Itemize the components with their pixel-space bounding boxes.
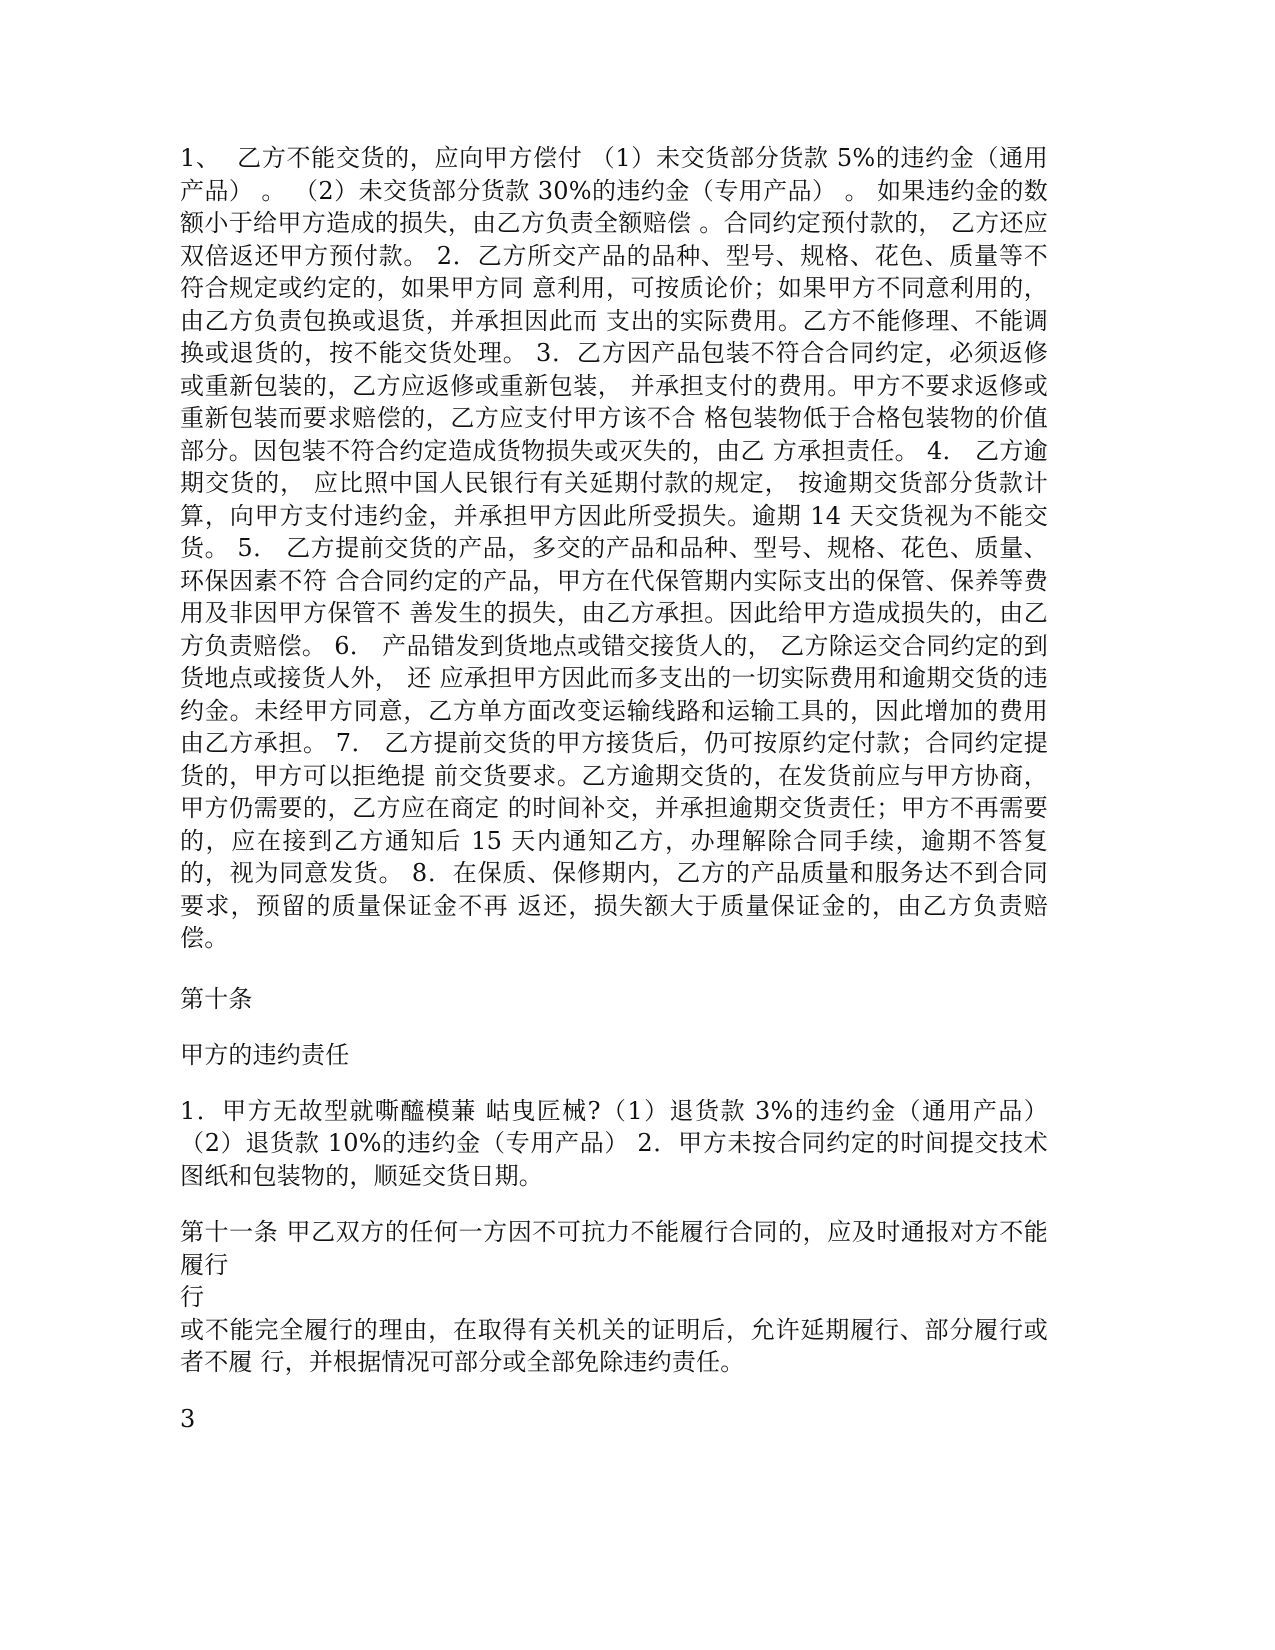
paragraph-spacer — [180, 1192, 1048, 1216]
article-10-text: 1．甲方无故型就嘶醯模蒹 岵曳匠械?（1）退货款 3%的违约金（通用产品） （2）退货款 10%的违约金（专用产品） 2．甲方未按合同约定的时间提交技术图纸和包装物的，顺延交货日期。 — [180, 1096, 1056, 1190]
paragraph-spacer — [180, 1015, 1048, 1039]
article-11-text: 或不能完全履行的理由，在取得有关机关的证明后，允许延期履行、部分履行或者不履 行，并根据情况可部分或全部免除违约责任。 — [180, 1315, 1048, 1376]
article-9-liability-text: 1、 乙方不能交货的，应向甲方偿付 （1）未交货部分货款 5%的违约金（通用产品） 。 （2）未交货部分货款 30%的违约金（专用产品） 。 如果违约金的数额小于给甲方造成的损失，由乙方负责全额赔偿 。合同约定预付款的， 乙方还应双倍返还甲方预付款。 2．乙方所交产品的品种、型号、规格、花色、质量等不符合规定或约定的，如果甲方同 意利用，可按质论价；如果甲方不同意利用的，由乙方负责包换或退货，并承担因此而 支出的实际费用。乙方不能修理、不能调换或退货的，按不能交货处理。 3．乙方因产品包装不符合合同约定，必须返修或重新包装的，乙方应返修或重新包装， 并承担支付的费用。甲方不要求返修或重新包装而要求赔偿的，乙方应支付甲方该不合 格包装物低于合格包装物的价值部分。因包装不符合约定造成货物损失或灭失的，由乙 方承担责任。 4． 乙方逾期交货的， 应比照中国人民银行有关延期付款的规定， 按逾期交货部分货款计 算，向甲方支付违约金，并承担甲方因此所受损失。逾期 14 天交货视为不能交货。 5． 乙方提前交货的产品，多交的产品和品种、型号、规格、花色、质量、环保因素不符 合合同约定的产品，甲方在代保管期内实际支出的保管、保养等费用及非因甲方保管不 善发生的损失，由乙方承担。因此给甲方造成损失的，由乙方负责赔偿。 6． 产品错发到货地点或错交接货人的， 乙方除运交合同约定的到货地点或接货人外， 还 应承担甲方因此而多支出的一切实际费用和逾期交货的违约金。未经甲方同意，乙方单方面改变运输线路和运输工具的，因此增加的费用由乙方承担。 7． 乙方提前交货的甲方接货后，仍可按原约定付款；合同约定提货的，甲方可以拒绝提 前交货要求。乙方逾期交货的，在发货前应与甲方协商，甲方仍需要的，乙方应在商定 的时间补交，并承担逾期交货责任；甲方不再需要的，应在接到乙方通知后 15 天内通知乙方，办理解除合同手续，逾期不答复的，视为同意发货。 8．在保质、保修期内，乙方的产品质量和服务达不到合同要求，预留的质量保证金不再 返还，损失额大于质量保证金的，由乙方负责赔偿。 — [180, 144, 1056, 952]
article-11-line-1: 第十一条 甲乙双方的任何一方因不可抗力不能履行合同的，应及时通报对方不能履行 — [180, 1218, 1048, 1279]
article-11-line-2: 行 — [180, 1283, 205, 1311]
paragraph-spacer — [180, 955, 1048, 983]
paragraph-spacer — [180, 1071, 1048, 1095]
page-number: 3 — [180, 1404, 196, 1433]
article-10-title: 甲方的违约责任 — [180, 1040, 350, 1069]
paragraph-spacer — [180, 1379, 1048, 1403]
page-content — [180, 142, 1056, 1435]
article-10-heading: 第十条 — [180, 984, 253, 1013]
